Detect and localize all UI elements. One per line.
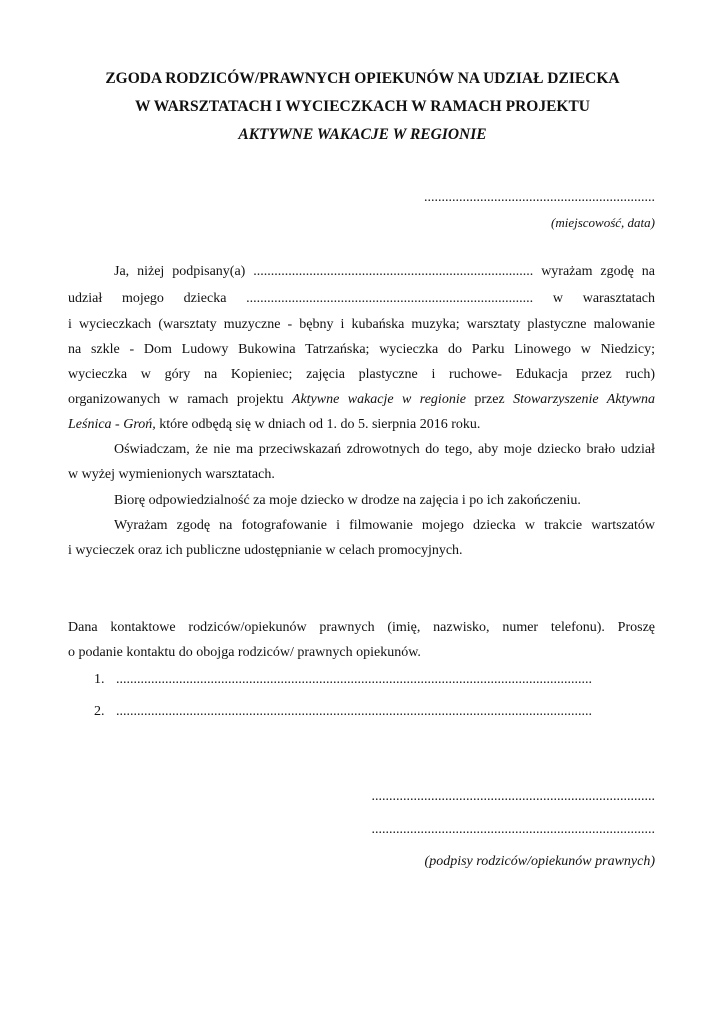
consent-line-1: Ja, niżej podpisany(a) ................................................................................ wyrażam zgodę na (114, 264, 655, 279)
contact-line-1: Dana kontaktowe rodziców/opiekunów prawnych (imię, nazwisko, numer telefonu). Proszę (68, 620, 655, 635)
consent-line-6 (68, 392, 655, 408)
consent-text: przez (465, 392, 514, 407)
contact-field-1[interactable]: ........................................................................................................................................ (116, 672, 592, 687)
contact-field-2[interactable]: ........................................................................................................................................ (116, 704, 592, 719)
consent-line-2: udział mojego dziecka .................................................................................. w warasztatach (68, 291, 655, 306)
project-name: Aktywne wakacje w regionie (291, 392, 466, 407)
form-title-line-1: ZGODA RODZICÓW/PRAWNYCH OPIEKUNÓW NA UDZIAŁ DZIECKA (105, 70, 620, 87)
signature-field-1[interactable]: ................................................................................. (371, 789, 655, 804)
form-title-project-name: AKTYWNE WAKACJE W REGIONIE (238, 126, 487, 143)
photo-consent-line-2: i wycieczek oraz ich publiczne udostępnianie w celach promocyjnych. (68, 543, 463, 558)
place-date-field[interactable]: .................................................................. (424, 190, 655, 205)
consent-text: organizowanych w ramach projektu (68, 392, 292, 407)
health-line-2: w wyżej wymienionych warsztatach. (68, 467, 275, 482)
photo-consent-line-1: Wyrażam zgodę na fotografowanie i filmowanie mojego dziecka w trakcie wartszatów (114, 518, 655, 533)
responsibility-statement: Biorę odpowiedzialność za moje dziecko w drodze na zajęcia i po ich zakończeniu. (114, 493, 581, 508)
signature-field-2[interactable]: ................................................................................. (371, 822, 655, 837)
consent-line-7 (68, 417, 655, 433)
contact-item-number: 1. (94, 672, 105, 687)
contact-item-number: 2. (94, 704, 105, 719)
organization-name: Stowarzyszenie Aktywna (513, 392, 655, 407)
consent-dates: które odbędą się w dniach od 1. do 5. sierpnia 2016 roku. (155, 417, 481, 432)
consent-line-4: na szkle - Dom Ludowy Bukowina Tatrzańska; wycieczka do Parku Linowego w Niedzicy; (68, 342, 655, 357)
organization-name-cont: Leśnica - Groń, (68, 417, 156, 432)
contact-line-2: o podanie kontaktu do obojga rodziców/ prawnych opiekunów. (68, 645, 421, 660)
signatures-caption: (podpisy rodziców/opiekunów prawnych) (424, 854, 655, 869)
consent-line-3: i wycieczkach (warsztaty muzyczne - bębny i kubańska muzyka; warsztaty plastyczne malowanie (68, 317, 655, 332)
health-line-1: Oświadczam, że nie ma przeciwskazań zdrowotnych do tego, aby moje dziecko brało udział (114, 442, 655, 457)
consent-line-5: wycieczka w góry na Kopieniec; zajęcia plastyczne i ruchowe- Edukacja przez ruch) (68, 367, 655, 382)
place-date-caption: (miejscowość, data) (551, 215, 655, 230)
form-title-line-2: W WARSZTATACH I WYCIECZKACH W RAMACH PROJEKTU (134, 98, 591, 115)
